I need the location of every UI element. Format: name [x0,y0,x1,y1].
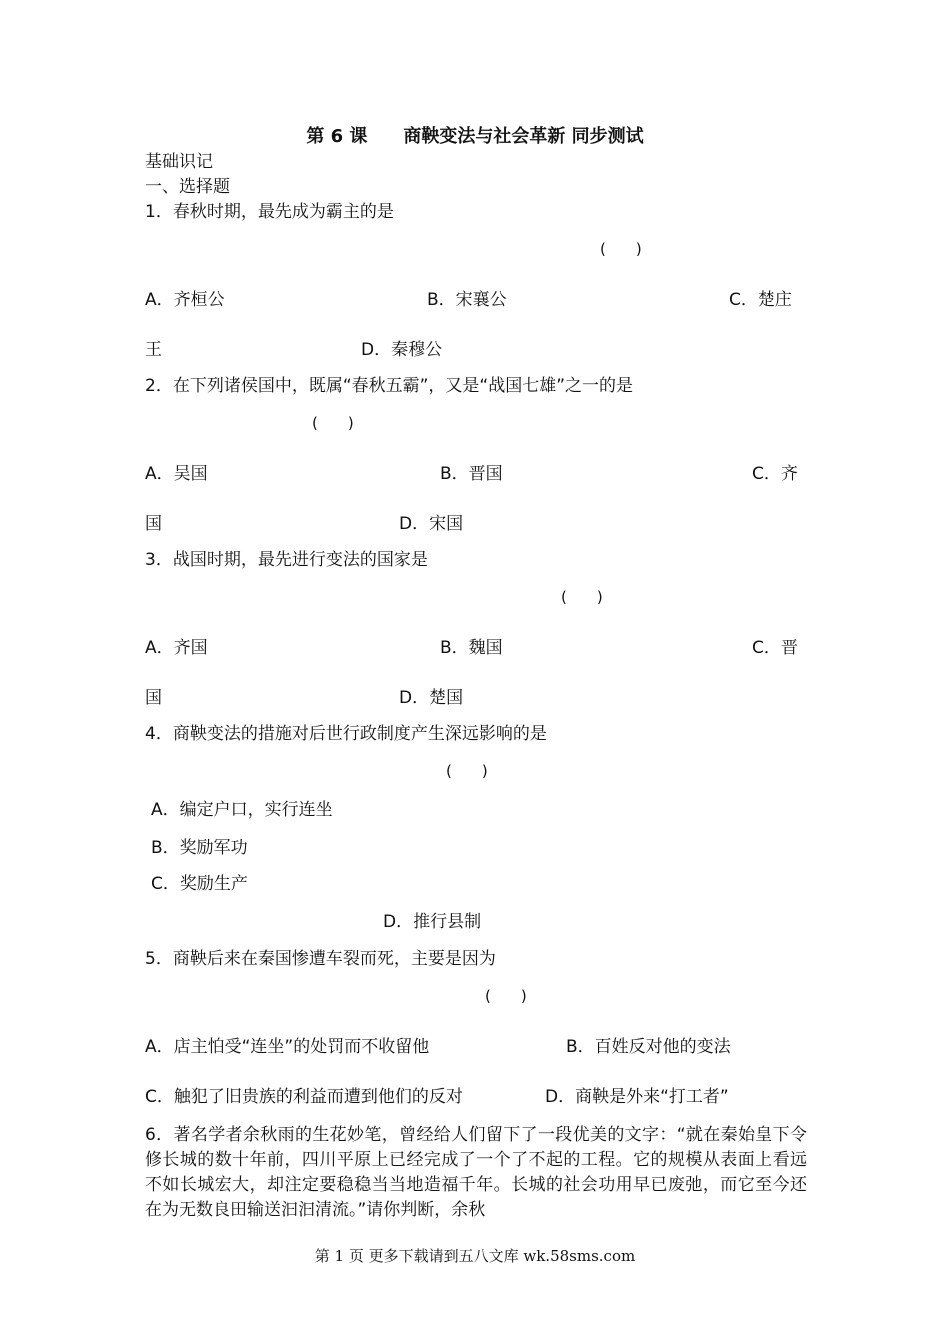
q3-option-d: D．楚国 [399,688,464,708]
q3-option-c-cont: 国 [145,688,162,708]
q5-option-c: C．触犯了旧贵族的利益而遭到他们的反对 [145,1087,463,1107]
q1-answer-bracket: ( ) [600,240,642,258]
q3-option-c: C．晋 [752,638,798,658]
q4-option-a: A．编定户口，实行连坐 [151,800,333,820]
page-title: 第 6 课 商鞅变法与社会革新 同步测试 [306,126,644,147]
q5-option-d: D．商鞅是外来“打工者” [545,1087,729,1107]
q6-stem: 6．著名学者余秋雨的生花妙笔，曾经给人们留下了一段优美的文字：“就在秦始皇下令修长城的数十年前，四川平原上已经完成了一个了不起的工程。它的规模从表面上看远不如长城宏大，却注定要稳稳当当地造福千年。长城的社会功用早已废弛，而它至今还在为无数良田输送汩汩清流。”请你判断，余秋 [145,1125,807,1220]
q2-option-d: D．宋国 [399,514,464,534]
q4-answer-bracket: ( ) [446,762,488,780]
q3-answer-bracket: ( ) [561,588,603,606]
q2-stem: 2．在下列诸侯国中，既属“春秋五霸”，又是“战国七雄”之一的是 [145,376,634,396]
q4-option-c: C．奖励生产 [151,874,248,894]
page-footer: 第 1 页 更多下载请到五八文库 wk.58sms.com [314,1247,636,1265]
q1-option-c-cont: 王 [145,340,162,360]
q3-option-b: B．魏国 [440,638,503,658]
q5-answer-bracket: ( ) [485,987,527,1005]
q5-option-b: B．百姓反对他的变法 [566,1037,731,1057]
q4-option-d: D．推行县制 [383,912,482,932]
q3-stem: 3．战国时期，最先进行变法的国家是 [145,550,428,570]
section-heading: 基础识记 [145,152,213,172]
part-heading: 一、选择题 [145,177,230,197]
q1-option-c: C．楚庄 [729,290,792,310]
q1-option-a: A．齐桓公 [145,290,225,310]
q1-stem: 1．春秋时期，最先成为霸主的是 [145,202,394,222]
q2-option-a: A．吴国 [145,464,208,484]
q4-stem: 4．商鞅变法的措施对后世行政制度产生深远影响的是 [145,724,547,744]
q5-stem: 5．商鞅后来在秦国惨遭车裂而死，主要是因为 [145,949,496,969]
q2-option-b: B．晋国 [440,464,503,484]
q2-option-c: C．齐 [752,464,798,484]
q1-option-d: D．秦穆公 [361,340,443,360]
q3-option-a: A．齐国 [145,638,208,658]
q2-option-c-cont: 国 [145,514,162,534]
q5-option-a: A．店主怕受“连坐”的处罚而不收留他 [145,1037,430,1057]
q1-option-b: B．宋襄公 [427,290,507,310]
q4-option-b: B．奖励军功 [151,838,248,858]
q2-answer-bracket: ( ) [312,414,354,432]
